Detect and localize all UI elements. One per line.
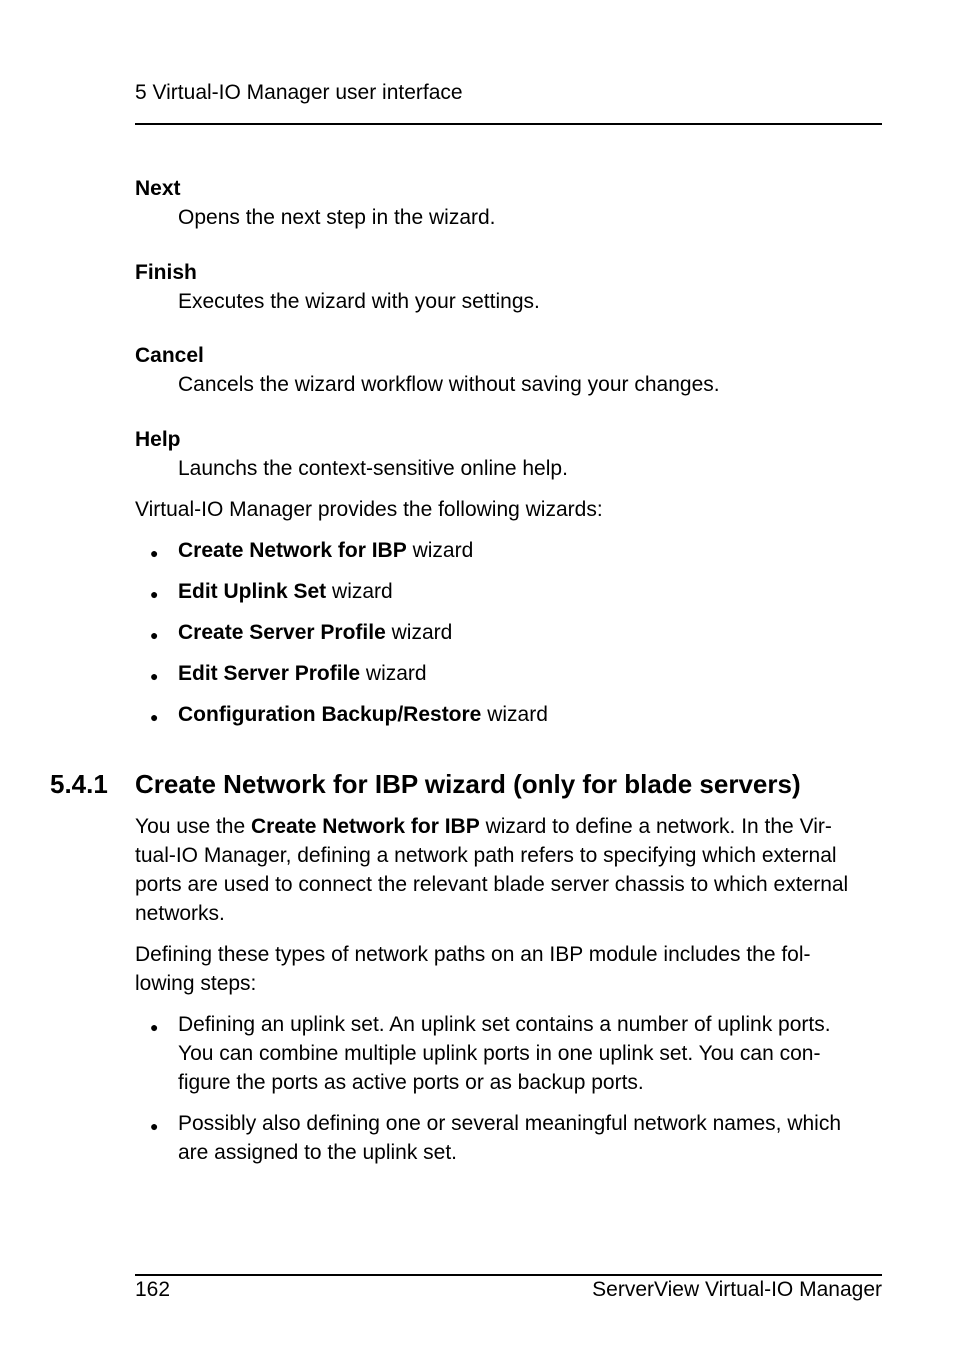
paragraph-line: Defining these types of network paths on an IBP module includes the fol-: [135, 943, 811, 966]
wizards-intro: Virtual-IO Manager provides the following wizards:: [135, 498, 603, 521]
list-item: [178, 659, 888, 688]
bullet-icon: ●: [150, 627, 159, 643]
paragraph-line: networks.: [135, 902, 225, 925]
desc-next: Opens the next step in the wizard.: [178, 206, 496, 229]
wizard-suffix: wizard: [360, 662, 427, 685]
section-paragraph-1: [135, 812, 885, 928]
bullet-icon: ●: [150, 709, 159, 725]
bullet-icon: ●: [150, 545, 159, 561]
footer-title: ServerView Virtual-IO Manager: [592, 1278, 882, 1301]
wizard-name: Edit Server Profile: [178, 662, 361, 685]
list-item: [178, 618, 888, 647]
footer-rule: [135, 1274, 882, 1276]
header-rule: [135, 123, 882, 125]
desc-help: Launchs the context-sensitive online help.: [178, 457, 568, 480]
section-paragraph-2: [135, 940, 885, 998]
wizard-name: Create Server Profile: [178, 621, 386, 644]
term-cancel: Cancel: [135, 344, 204, 367]
wizard-name-inline: Create Network for IBP: [251, 815, 480, 838]
bullet-icon: ●: [150, 1118, 159, 1134]
term-help: Help: [135, 428, 181, 451]
term-finish: Finish: [135, 261, 197, 284]
wizard-name: Create Network for IBP: [178, 539, 407, 562]
list-item: [178, 577, 888, 606]
page-number: 162: [135, 1278, 171, 1301]
wizard-suffix: wizard: [326, 580, 393, 603]
paragraph-line: tual-IO Manager, defining a network path refers to specifying which external: [135, 844, 837, 867]
bullet-icon: ●: [150, 1019, 159, 1035]
term-next: Next: [135, 177, 181, 200]
wizard-name: Edit Uplink Set: [178, 580, 327, 603]
wizard-suffix: wizard: [385, 621, 453, 644]
bullet-icon: ●: [150, 668, 159, 684]
list-item: [178, 700, 888, 729]
paragraph-line: ports are used to connect the relevant blade server chassis to which external: [135, 873, 849, 896]
running-header: 5 Virtual-IO Manager user interface: [135, 81, 463, 104]
paragraph-line: lowing steps:: [135, 972, 257, 995]
list-item: [178, 536, 888, 565]
bullet-icon: ●: [150, 586, 159, 602]
section-number: 5.4.1: [50, 769, 108, 799]
list-item: Defining an uplink set. An uplink set contains a number of uplink ports. You can combine multiple uplink ports in one uplink set. You can con- figure the ports as active ports or as backup ports.: [178, 1013, 831, 1094]
list-item: Possibly also defining one or several meaningful network names, which are assigned to the uplink set.: [178, 1112, 842, 1164]
desc-finish: Executes the wizard with your settings.: [178, 290, 540, 313]
paragraph-line: You use the Create Network for IBP wizard to define a network. In the Vir-: [135, 815, 832, 838]
section-title: Create Network for IBP wizard (only for blade servers): [135, 769, 801, 799]
wizard-suffix: wizard: [481, 703, 548, 726]
desc-cancel: Cancels the wizard workflow without saving your changes.: [178, 373, 720, 396]
wizard-suffix: wizard: [406, 539, 474, 562]
wizard-name: Configuration Backup/Restore: [178, 703, 482, 726]
